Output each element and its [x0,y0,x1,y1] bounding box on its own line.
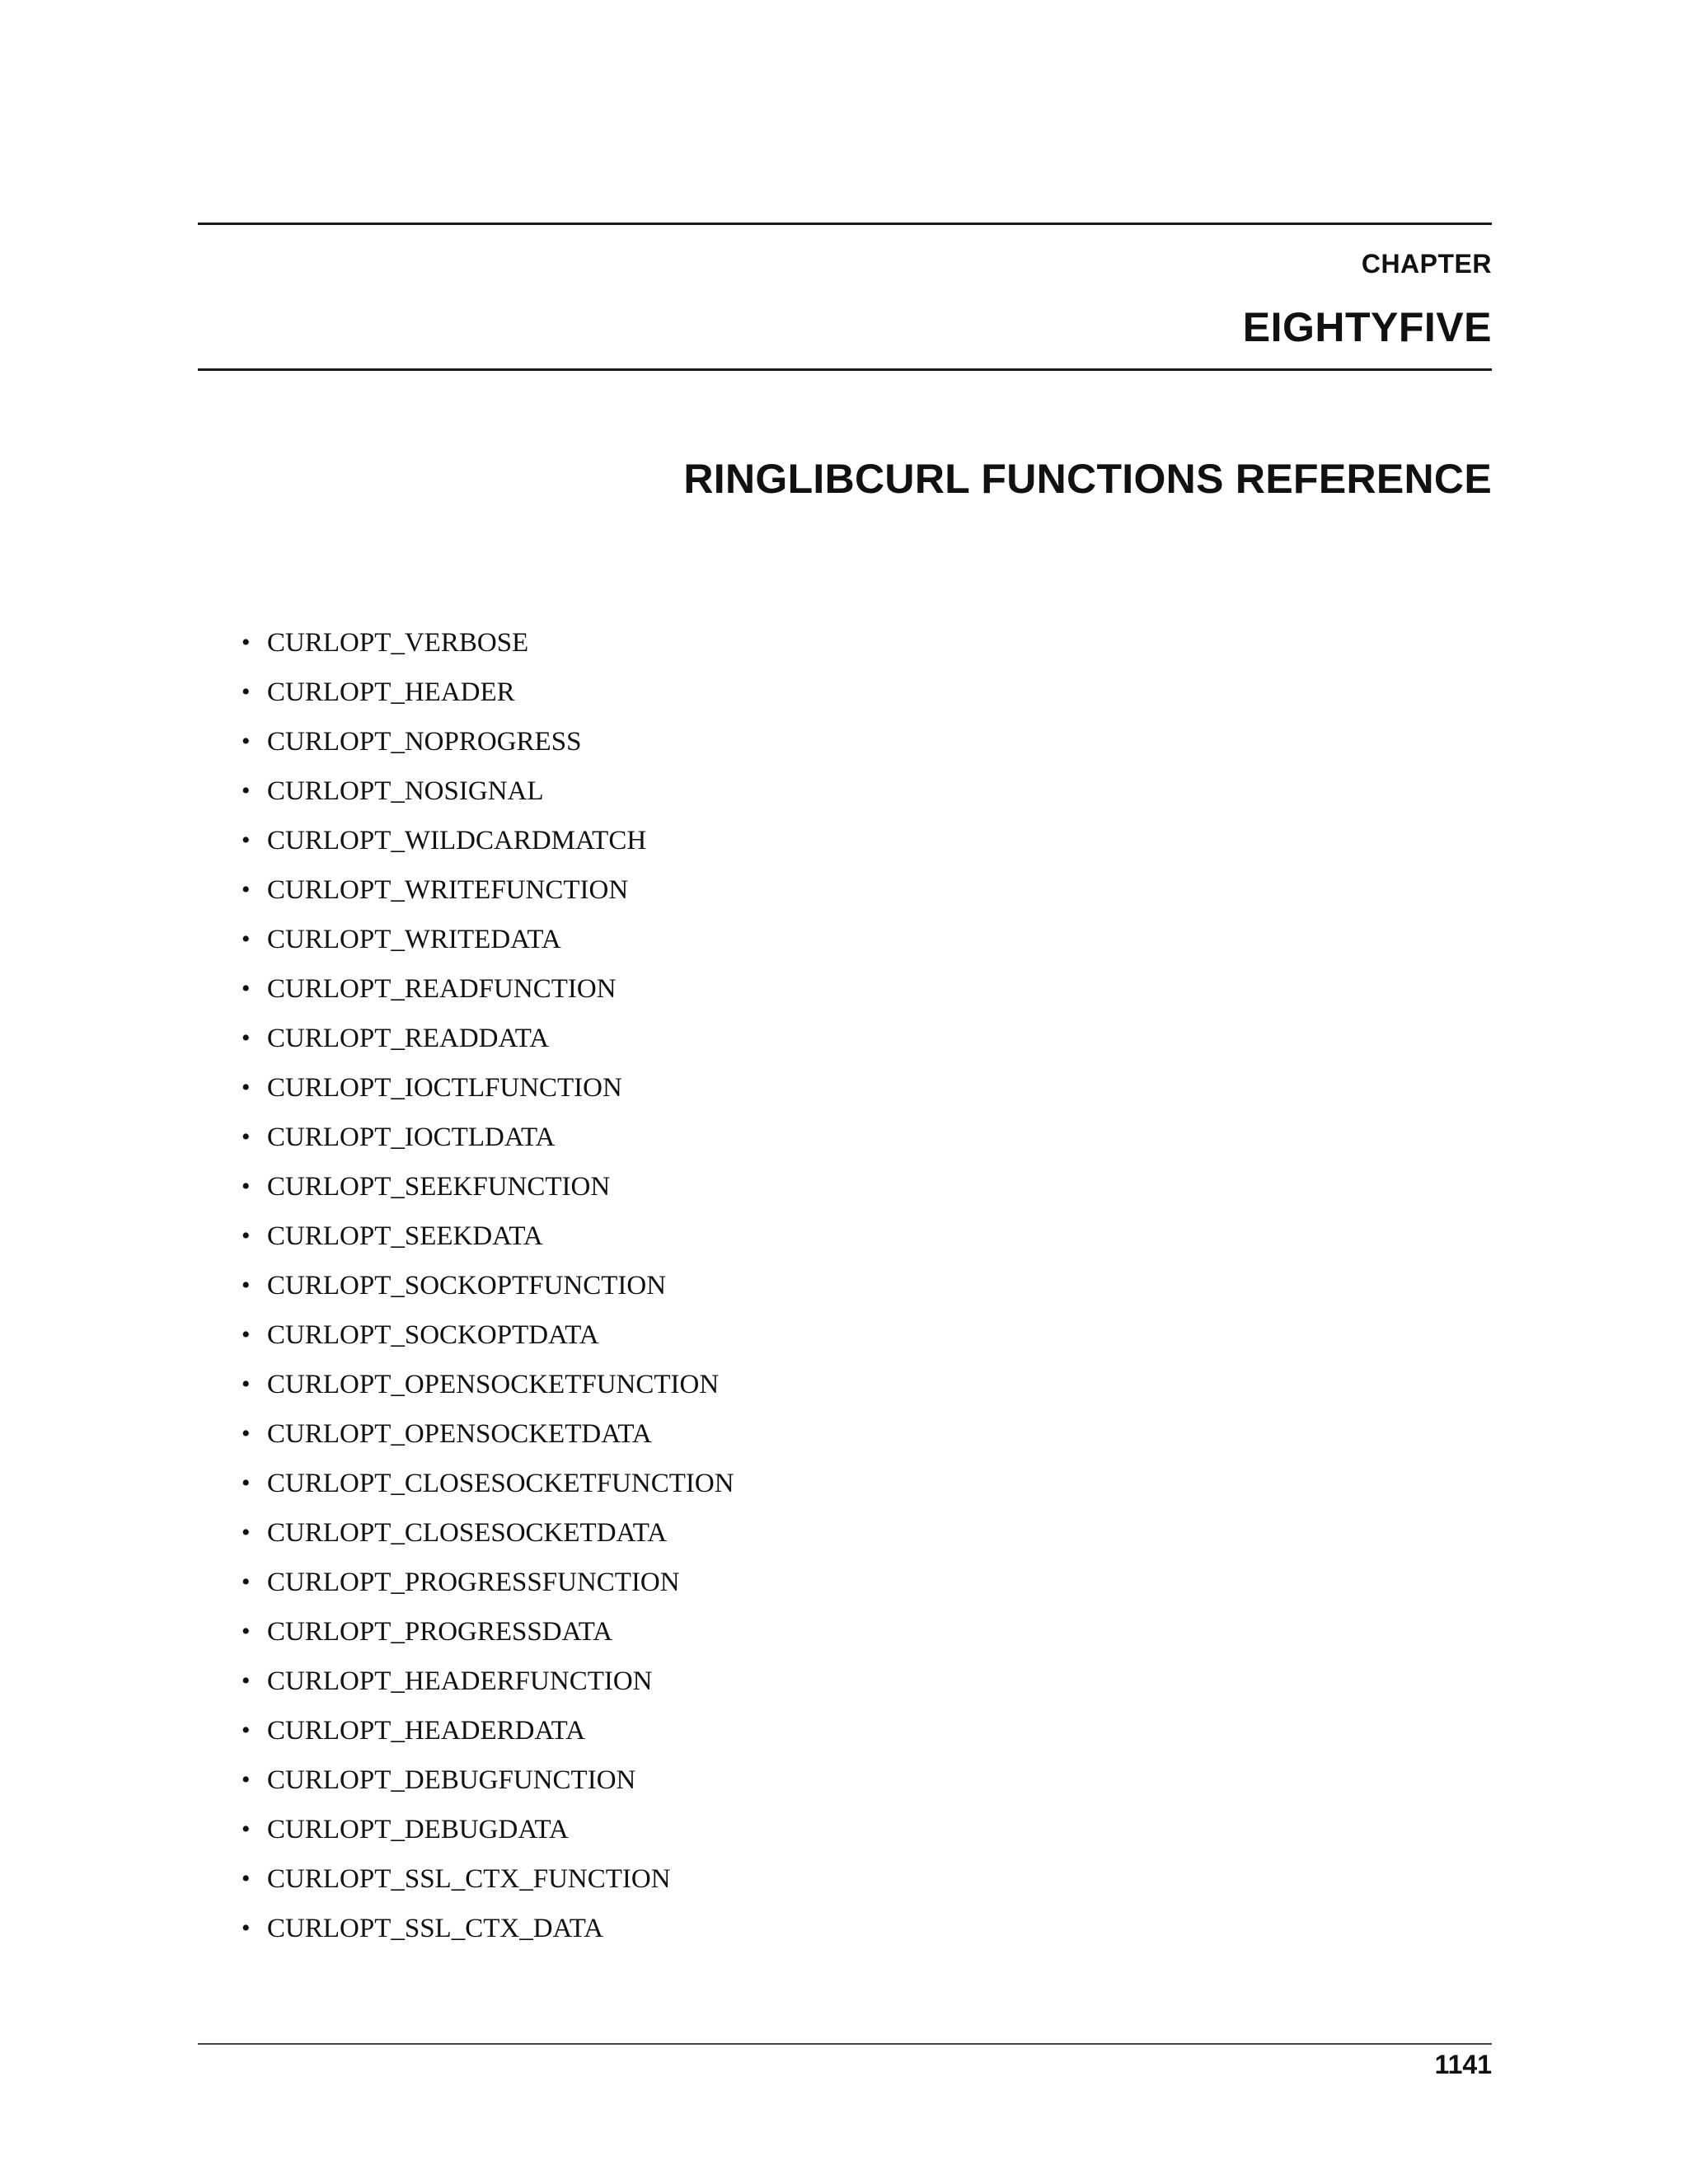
list-item [241,775,734,824]
chapter-number: EIGHTYFIVE [1242,304,1492,350]
list-item [241,725,734,775]
bullet-icon: • [241,1123,251,1151]
bullet-icon: • [241,1371,251,1398]
list-item [241,1418,734,1467]
bullet-icon: • [241,876,251,903]
list-item-label: CURLOPT_DEBUGFUNCTION [267,1765,636,1795]
bullet-icon: • [241,1519,251,1546]
list-item-label: CURLOPT_CLOSESOCKETFUNCTION [267,1469,734,1498]
list-item-label: CURLOPT_READDATA [267,1024,550,1053]
list-item-label: CURLOPT_SEEKFUNCTION [267,1172,611,1202]
list-item [241,1319,734,1368]
list-item-label: CURLOPT_NOPROGRESS [267,727,582,757]
list-item-label: CURLOPT_SOCKOPTDATA [267,1320,599,1350]
list-item-label: CURLOPT_OPENSOCKETDATA [267,1419,652,1449]
list-item-label: CURLOPT_PROGRESSFUNCTION [267,1568,680,1597]
list-item-label: CURLOPT_NOSIGNAL [267,776,544,806]
bullet-icon: • [241,1816,251,1843]
list-item-label: CURLOPT_WRITEFUNCTION [267,875,629,905]
list-item-label: CURLOPT_SOCKOPTFUNCTION [267,1271,667,1301]
list-item-label: CURLOPT_IOCTLDATA [267,1122,556,1152]
bullet-icon: • [241,827,251,854]
bullet-icon: • [241,1667,251,1694]
list-item-label: CURLOPT_DEBUGDATA [267,1815,569,1844]
bullet-icon: • [241,1469,251,1497]
list-item [241,1516,734,1566]
bullet-icon: • [241,1321,251,1348]
chapter-top-rule [198,223,1492,225]
page-title: RINGLIBCURL FUNCTIONS REFERENCE [683,456,1492,502]
list-item-label: CURLOPT_CLOSESOCKETDATA [267,1518,668,1548]
list-item-label: CURLOPT_IOCTLFUNCTION [267,1073,622,1103]
list-item-label: CURLOPT_WILDCARDMATCH [267,826,647,855]
list-item-label: CURLOPT_HEADER [267,677,515,707]
footer-rule [198,2043,1492,2045]
list-item-label: CURLOPT_READFUNCTION [267,974,617,1004]
list-item [241,1665,734,1714]
list-item [241,1863,734,1912]
list-item-label: CURLOPT_OPENSOCKETFUNCTION [267,1370,720,1399]
list-item [241,1121,734,1170]
list-item-label: CURLOPT_HEADERFUNCTION [267,1666,653,1696]
list-item [241,874,734,923]
list-item [241,824,734,874]
list-item [241,1071,734,1121]
bullet-icon: • [241,1024,251,1052]
list-item [241,1813,734,1863]
list-item-label: CURLOPT_HEADERDATA [267,1716,586,1746]
list-item-label: CURLOPT_SSL_CTX_DATA [267,1914,604,1943]
list-item [241,1615,734,1665]
list-item [241,1467,734,1516]
list-item [241,1170,734,1220]
chapter-label: CHAPTER [1361,249,1492,279]
bullet-icon: • [241,1222,251,1249]
bullet-icon: • [241,1618,251,1645]
list-item [241,972,734,1022]
list-item [241,1220,734,1269]
list-item [241,1912,734,1961]
list-item [241,1764,734,1813]
bullet-icon: • [241,1915,251,1942]
list-item-label: CURLOPT_SSL_CTX_FUNCTION [267,1864,671,1894]
list-item [241,626,734,676]
list-item-label: CURLOPT_VERBOSE [267,628,529,658]
option-list [241,626,734,1961]
list-item [241,1269,734,1319]
list-item [241,1714,734,1764]
list-item-label: CURLOPT_SEEKDATA [267,1221,543,1251]
bullet-icon: • [241,728,251,755]
bullet-icon: • [241,1766,251,1793]
bullet-icon: • [241,777,251,804]
list-item-label: CURLOPT_WRITEDATA [267,925,561,954]
page-number: 1141 [1434,2050,1492,2079]
bullet-icon: • [241,1865,251,1892]
chapter-bottom-rule [198,368,1492,371]
list-item [241,1368,734,1418]
bullet-icon: • [241,1568,251,1596]
bullet-icon: • [241,975,251,1002]
bullet-icon: • [241,1272,251,1299]
bullet-icon: • [241,1074,251,1101]
list-item [241,1022,734,1071]
bullet-icon: • [241,678,251,705]
bullet-icon: • [241,1173,251,1200]
bullet-icon: • [241,629,251,656]
list-item [241,1566,734,1615]
list-item [241,923,734,972]
list-item-label: CURLOPT_PROGRESSDATA [267,1617,613,1647]
bullet-icon: • [241,926,251,953]
bullet-icon: • [241,1717,251,1744]
bullet-icon: • [241,1420,251,1447]
list-item [241,676,734,725]
